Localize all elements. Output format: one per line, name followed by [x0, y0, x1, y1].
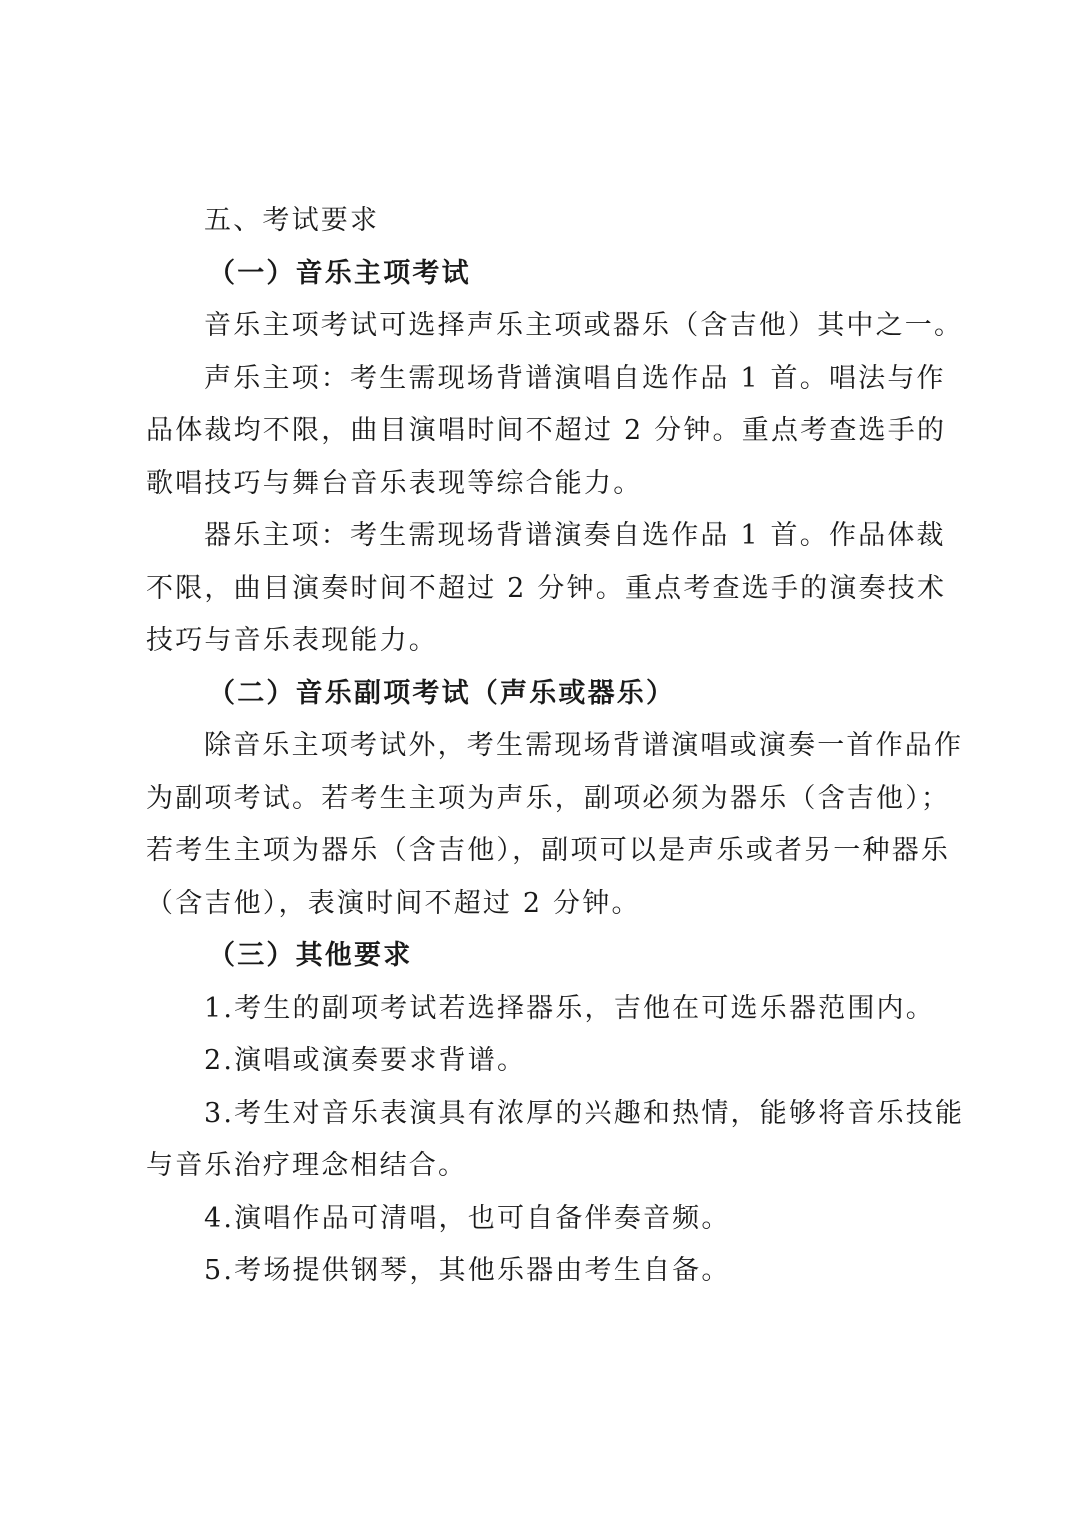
paragraph-line: 若考生主项为器乐（含吉他），副项可以是声乐或者另一种器乐 — [146, 835, 951, 866]
list-item: 3.考生对音乐表演具有浓厚的兴趣和热情，能够将音乐技能 — [204, 1097, 965, 1129]
section-title: 五、考试要求 — [204, 205, 380, 236]
paragraph-line: 技巧与音乐表现能力。 — [146, 625, 438, 656]
paragraph-line: （含吉他），表演时间不超过 2 分钟。 — [146, 887, 641, 919]
list-item: 5.考场提供钢琴，其他乐器由考生自备。 — [204, 1255, 731, 1286]
paragraph-line: 器乐主项：考生需现场背谱演奏自选作品 1 首。作品体裁 — [204, 520, 946, 551]
paragraph-line: 品体裁均不限，曲目演唱时间不超过 2 分钟。重点考查选手的 — [146, 415, 947, 446]
list-item: 4.演唱作品可清唱，也可自备伴奏音频。 — [204, 1202, 731, 1234]
subsection-title-other-requirements: （三）其他要求 — [208, 940, 413, 971]
paragraph-line: 歌唱技巧与舞台音乐表现等综合能力。 — [146, 467, 643, 499]
list-item-continuation: 与音乐治疗理念相结合。 — [146, 1150, 468, 1181]
subsection-title-secondary-exam: （二）音乐副项考试（声乐或器乐） — [208, 677, 676, 709]
list-item: 1.考生的副项考试若选择器乐，吉他在可选乐器范围内。 — [204, 992, 935, 1024]
list-item: 2.演唱或演奏要求背谱。 — [204, 1045, 527, 1076]
paragraph-line: 除音乐主项考试外，考生需现场背谱演唱或演奏一首作品作 — [204, 730, 964, 761]
paragraph-line: 音乐主项考试可选择声乐主项或器乐（含吉他）其中之一。 — [204, 310, 964, 341]
paragraph-line: 不限，曲目演奏时间不超过 2 分钟。重点考查选手的演奏技术 — [146, 572, 947, 604]
paragraph-line: 声乐主项：考生需现场背谱演唱自选作品 1 首。唱法与作 — [204, 362, 946, 394]
paragraph-line: 为副项考试。若考生主项为声乐，副项必须为器乐（含吉他）； — [146, 782, 951, 814]
subsection-title-main-exam: （一）音乐主项考试 — [208, 257, 471, 289]
